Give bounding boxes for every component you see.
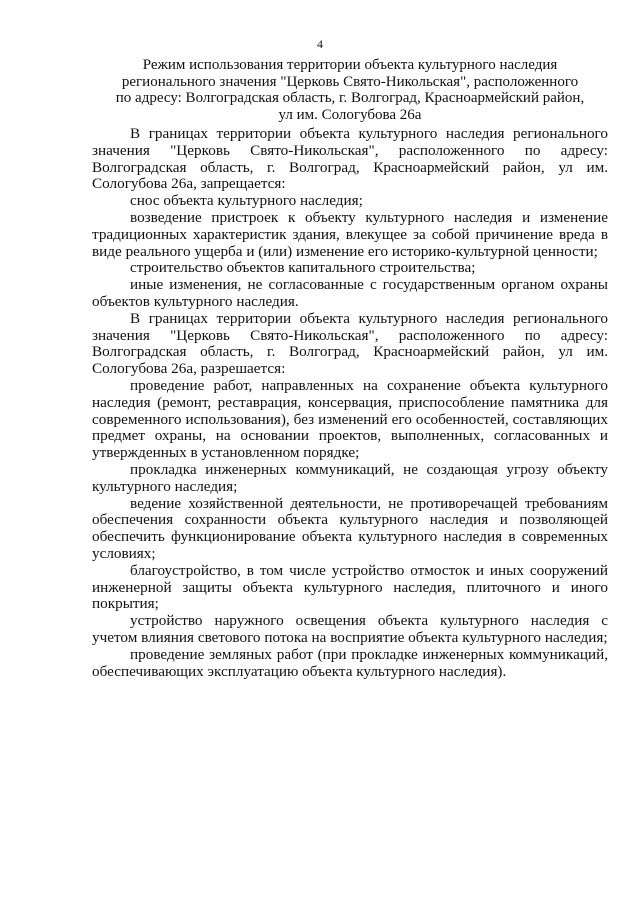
list-item-prohibited: иные изменения, не согласованные с государственным органом охраны объектов культурного наследия. <box>92 276 608 310</box>
list-item-prohibited: строительство объектов капитального строительства; <box>130 259 476 277</box>
list-item-permitted: прокладка инженерных коммуникаций, не создающая угрозу объекту культурного наследия; <box>92 460 608 495</box>
paragraph-prohibited-intro: В границах территории объекта культурного наследия регионального значения "Церковь Свято-Никольская", расположенного по адресу: Волгоградская область, г. Волгоград, Красноармейский район, ул им. Сологубова 26а, запрещается: <box>92 125 608 193</box>
list-item-permitted: благоустройство, в том числе устройство отмосток и иных сооружений инженерной защиты объекта культурного наследия, плиточного и иного покрытия; <box>92 561 608 613</box>
heading-line: регионального значения "Церковь Свято-Никольская", расположенного <box>121 73 579 90</box>
list-item-prohibited: возведение пристроек к объекту культурного наследия и изменение традиционных характеристик здания, влекущее за собой причинение вреда в виде реального ущерба и (или) изменение его историко-культурной ценности; <box>92 208 608 260</box>
list-item-permitted: проведение земляных работ (при прокладке инженерных коммуникаций, обеспечивающих эксплуатацию объекта культурного наследия). <box>92 645 608 680</box>
list-item-permitted: устройство наружного освещения объекта культурного наследия с учетом влияния светового потока на восприятие объекта культурного наследия; <box>92 612 608 646</box>
list-item-permitted: ведение хозяйственной деятельности, не противоречащей требованиям обеспечения сохранности объекта культурного наследия и позволяющей обеспечить функционирование объекта культурного наследия в современных условиях; <box>92 494 608 562</box>
heading-line: ул им. Сологубова 26а <box>278 106 422 123</box>
heading-line: Режим использования территории объекта культурного наследия <box>142 57 558 73</box>
document-body <box>92 126 608 680</box>
document-heading <box>100 57 600 123</box>
page-number: 4 <box>317 37 323 51</box>
heading-line: по адресу: Волгоградская область, г. Волгоград, Красноармейский район, <box>115 90 585 106</box>
paragraph-permitted-intro: В границах территории объекта культурного наследия регионального значения "Церковь Свято-Никольская", расположенного по адресу: Волгоградская область, г. Волгоград, Красноармейский район, ул им. Сологубова 26а, разрешается: <box>92 309 608 378</box>
list-item-prohibited: снос объекта культурного наследия; <box>130 192 363 210</box>
list-item-permitted: проведение работ, направленных на сохранение объекта культурного наследия (ремонт, реставрация, консервация, приспособление памятника для современного использования), без изменений его особенностей, составляющих предмет охраны, на основании проектов, выполненных, согласованных и утвержденных в установленном порядке; <box>92 376 608 462</box>
